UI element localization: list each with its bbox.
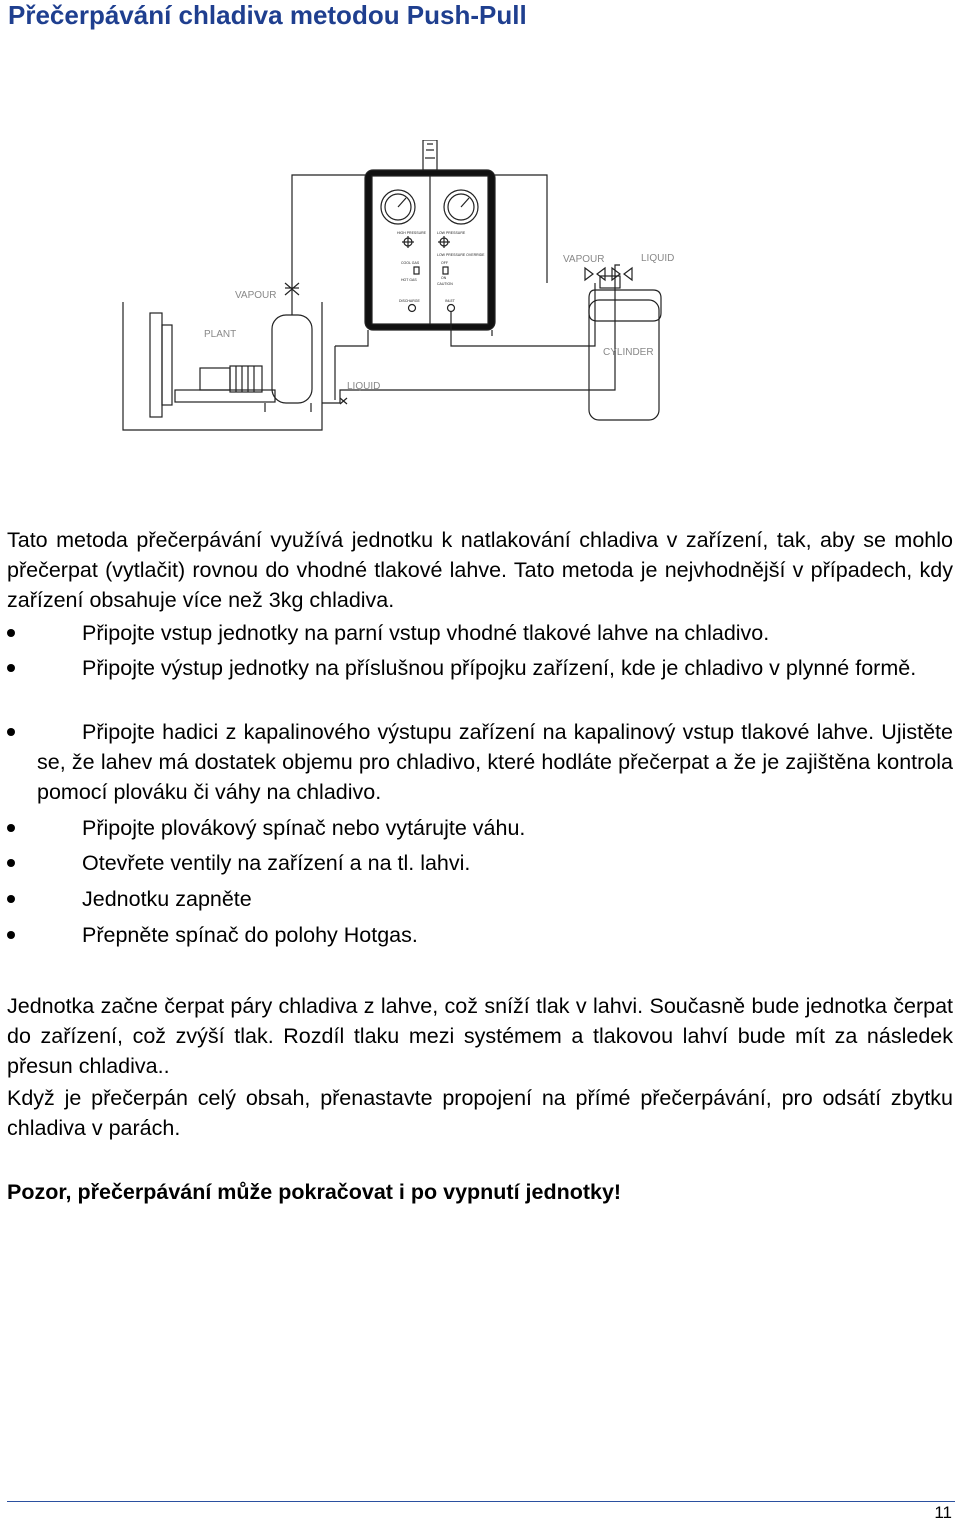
liquid-bottom-label: LIQUID	[347, 381, 381, 392]
bullet-icon	[7, 629, 15, 637]
list-item: Připojte hadici z kapalinového výstupu zařízení na kapalinový vstup tlakové lahve. Ujistěte se, že lahev má dostatek objemu pro chladivo, které hodláte přečerpat a že je zajištěna kontrola pomocí plováku či váhy na chladivo.	[7, 717, 953, 807]
on-label: ON	[441, 276, 447, 280]
low-pressure-label: LOW PRESSURE	[437, 231, 466, 235]
list-item: Přepněte spínač do polohy Hotgas.	[7, 920, 953, 950]
list-item: Připojte výstup jednotky na příslušnou přípojku zařízení, kde je chladivo v plynné formě.	[7, 653, 953, 713]
hot-gas-label: HOT GAS	[401, 278, 417, 282]
bullet-icon	[7, 728, 15, 736]
page-title: Přečerpávání chladiva metodou Push-Pull	[8, 0, 527, 30]
bullet-icon	[7, 664, 15, 672]
caution-label: CAUTION	[437, 282, 453, 286]
vapour-right-label: VAPOUR	[563, 254, 605, 265]
low-pressure-override-label: LOW PRESSURE OVERRIDE	[437, 253, 485, 257]
liquid-right-label: LIQUID	[641, 253, 675, 264]
inlet-label: INLET	[445, 299, 455, 303]
discharge-label: DISCHARGE	[399, 299, 420, 303]
push-pull-diagram	[115, 140, 690, 435]
intro-paragraph: Tato metoda přečerpávání využívá jednotku k natlakování chladiva v zařízení, tak, aby se mohlo přečerpat (vytlačit) rovnou do vhodné tlakové lahve. Tato metoda je nejvhodnější v případech, kdy zařízení obsahuje více než 3kg chladiva.	[7, 528, 953, 612]
bullet-icon	[7, 859, 15, 867]
bullet-icon	[7, 895, 15, 903]
list-item: Připojte vstup jednotky na parní vstup vhodné tlakové lahve na chladivo.	[7, 618, 953, 648]
discharge-pressure-label: DISCHARGE PRESSURE	[377, 179, 419, 183]
list-item: Jednotku zapněte	[7, 884, 953, 914]
footer-divider	[7, 1501, 955, 1502]
warning-text: Pozor, přečerpávání může pokračovat i po vypnutí jednotky!	[7, 1180, 622, 1204]
high-pressure-label: HIGH PRESSURE	[397, 231, 426, 235]
page-number: 11	[934, 1503, 952, 1522]
plant	[123, 302, 322, 430]
recovery-pressure-label: RECOVERY PRESSURE	[433, 179, 473, 183]
bullet-icon	[7, 931, 15, 939]
list-item: Otevřete ventily na zařízení a na tl. lahvi.	[7, 848, 953, 878]
off-label: OFF	[441, 261, 448, 265]
cylinder-label: CYLINDER	[603, 347, 654, 358]
vapour-left-label: VAPOUR	[235, 290, 277, 301]
result-paragraph: Jednotka začne čerpat páry chladiva z lahve, což sníží tlak v lahvi. Současně bude jednotka čerpat do zařízení, což zvýší tlak. Rozdíl tlaku mezi systémem a tlakovou lahví bude mít za následek přesun chladiva..	[7, 994, 953, 1078]
plant-label: PLANT	[204, 329, 237, 340]
list-item: Připojte plovákový spínač nebo vytárujte váhu.	[7, 813, 953, 843]
recovery-unit	[365, 140, 495, 336]
finish-paragraph: Když je přečerpán celý obsah, přenastavte propojení na přímé přečerpávání, pro odsátí zbytku chladiva v parách.	[7, 1086, 953, 1140]
bullet-icon	[7, 824, 15, 832]
cool-gas-label: COOL GAS	[401, 261, 420, 265]
